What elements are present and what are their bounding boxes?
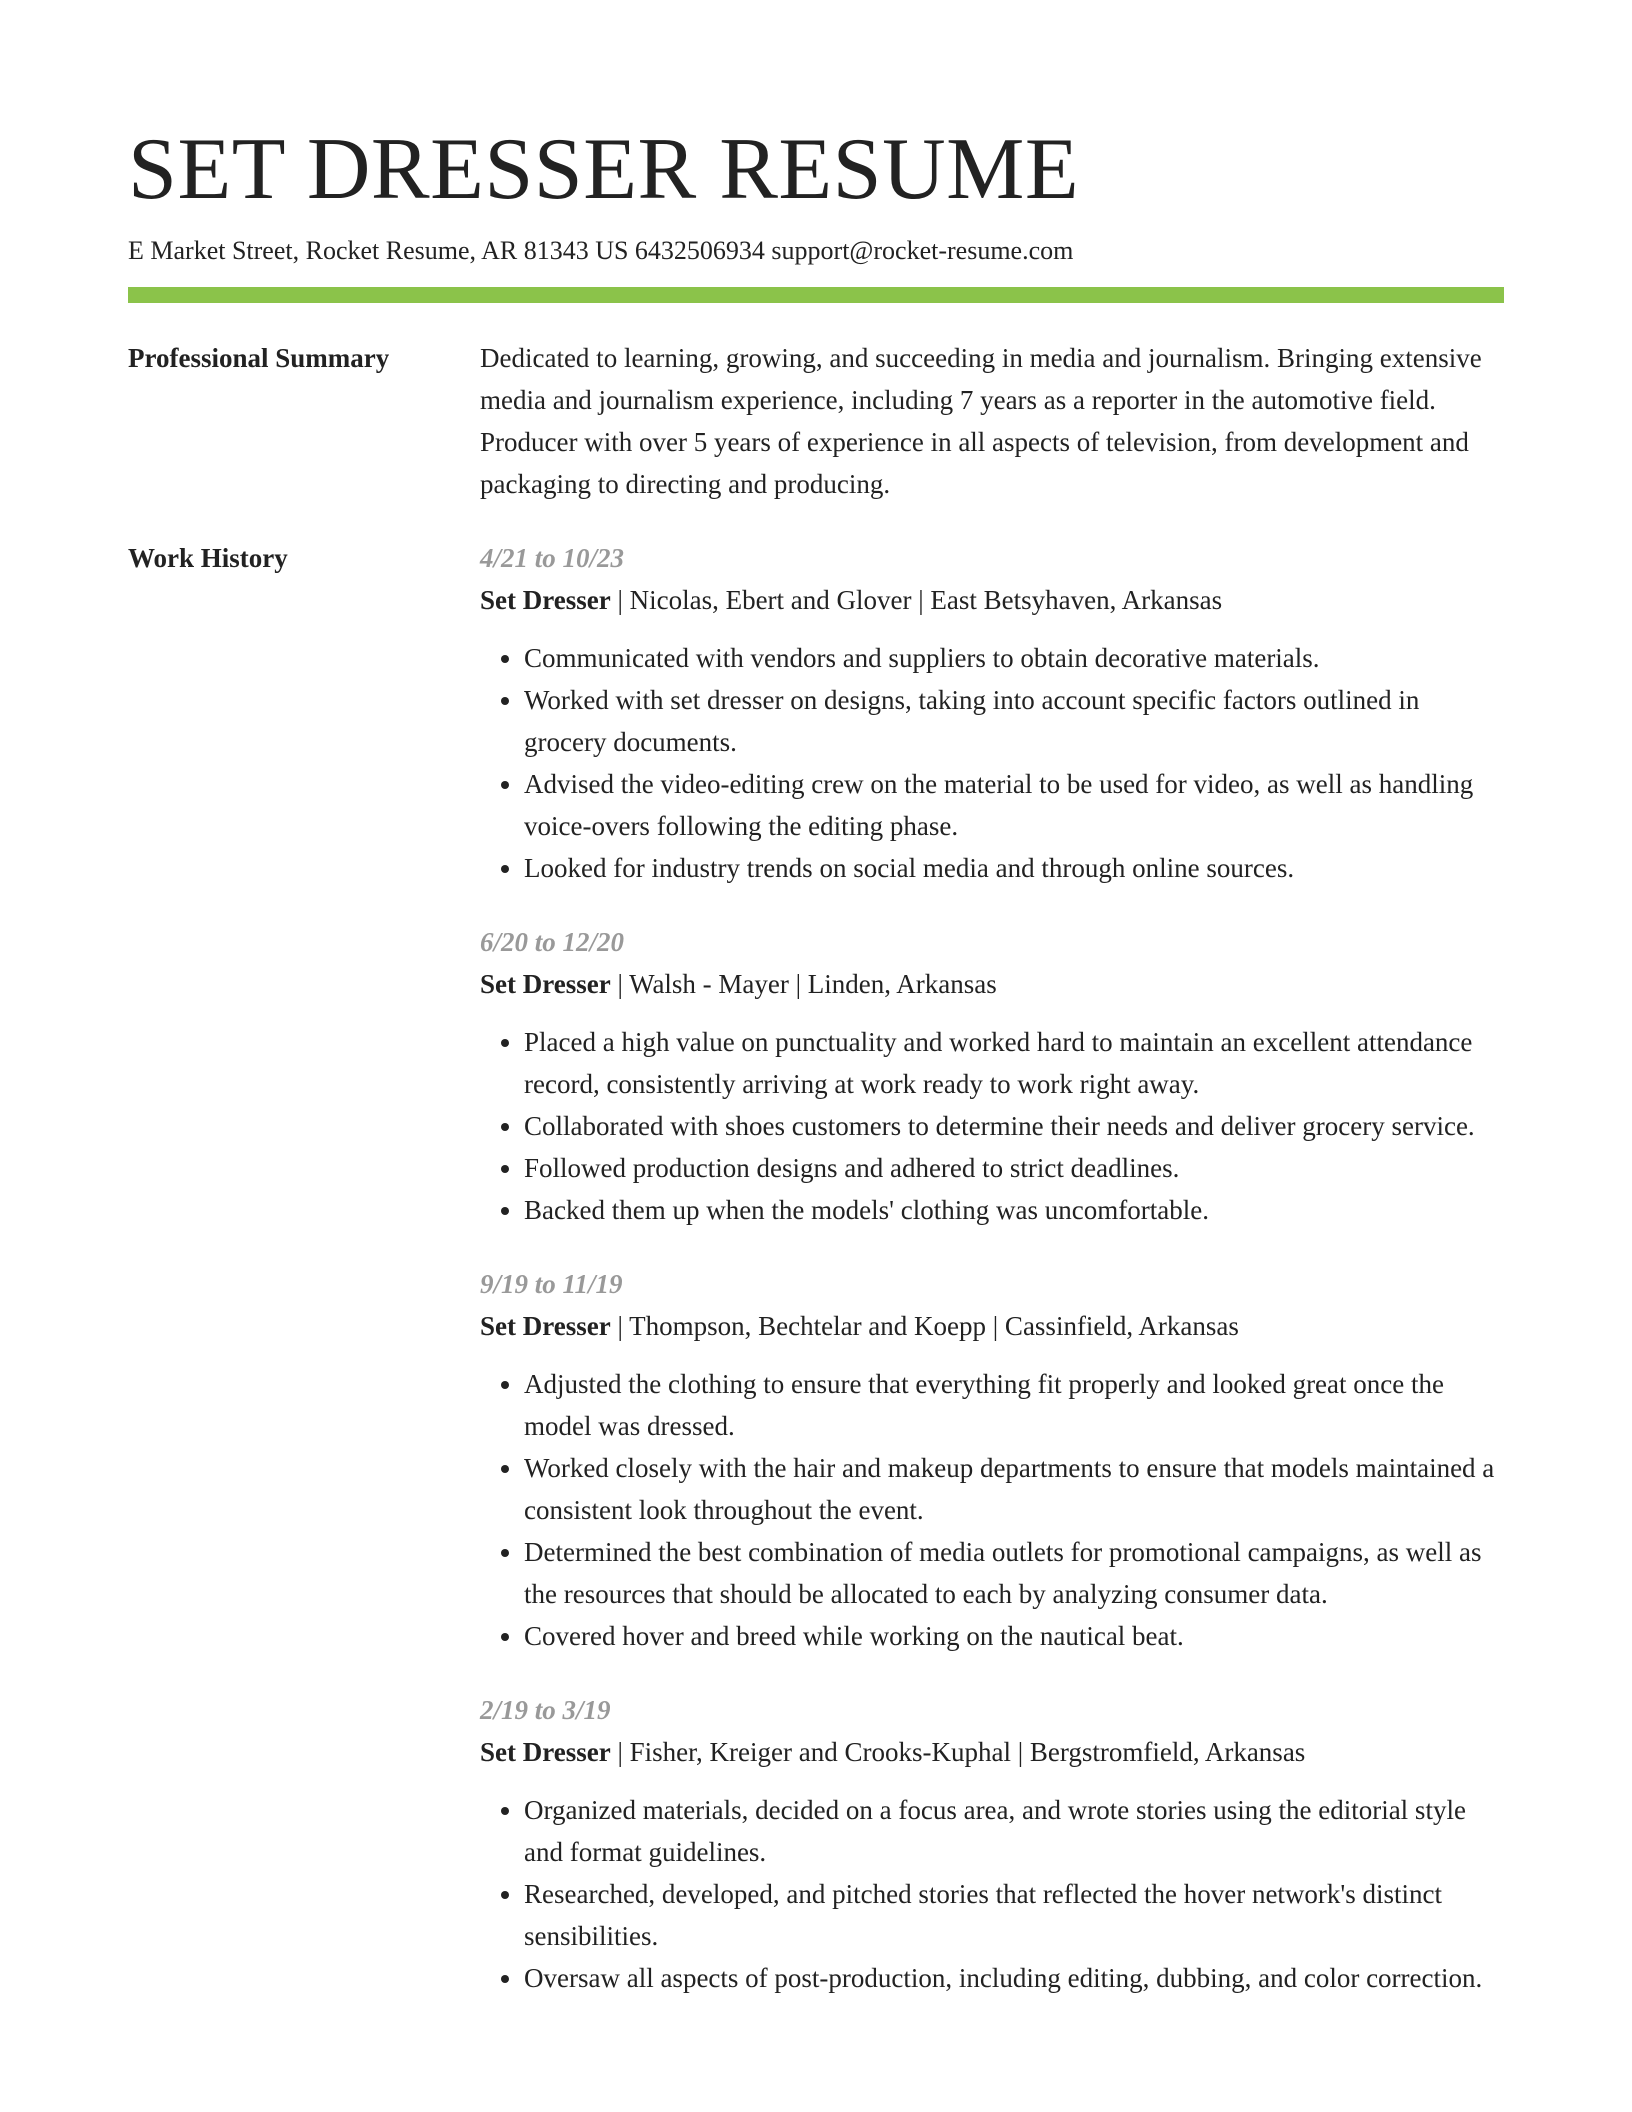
job-entry xyxy=(480,537,1504,889)
job-details: | Walsh - Mayer | Linden, Arkansas xyxy=(610,969,997,999)
job-bullets xyxy=(480,1021,1504,1231)
job-bullet: • Adjusted the clothing to ensure that everything fit properly and looked great once the model was dressed. xyxy=(524,1363,1504,1447)
job-entry xyxy=(480,1263,1504,1657)
professional-summary-section xyxy=(128,337,1504,505)
job-title: Set Dresser xyxy=(480,585,611,615)
contact-info: E Market Street, Rocket Resume, AR 81343 US 6432506934 support@rocket-resume.com xyxy=(128,236,1074,265)
summary-text: Dedicated to learning, growing, and succeeding in media and journalism. Bringing extensive media and journalism experience, including 7 years as a reporter in the automotive field. Producer with over 5 years of experience in all aspects of television, from development and packaging to directing and producing. xyxy=(480,343,1482,499)
job-bullet: • Researched, developed, and pitched stories that reflected the hover network's distinct sensibilities. xyxy=(524,1873,1504,1957)
job-bullet: • Followed production designs and adhered to strict deadlines. xyxy=(524,1147,1504,1189)
job-details: | Thompson, Bechtelar and Koepp | Cassinfield, Arkansas xyxy=(610,1311,1239,1341)
job-heading xyxy=(480,963,1504,1005)
job-bullet: • Looked for industry trends on social media and through online sources. xyxy=(524,847,1504,889)
job-heading xyxy=(480,1305,1504,1347)
job-heading xyxy=(480,579,1504,621)
job-title: Set Dresser xyxy=(480,1311,611,1341)
job-bullet: • Worked closely with the hair and makeup departments to ensure that models maintained a consistent look throughout the event. xyxy=(524,1447,1504,1531)
job-bullet: • Organized materials, decided on a focus area, and wrote stories using the editorial style and format guidelines. xyxy=(524,1789,1504,1873)
job-bullets xyxy=(480,1363,1504,1657)
job-bullet: • Collaborated with shoes customers to determine their needs and deliver grocery service. xyxy=(524,1105,1504,1147)
work-history-section xyxy=(128,537,1504,2031)
job-details: | Nicolas, Ebert and Glover | East Betsyhaven, Arkansas xyxy=(610,585,1223,615)
job-dates: 2/19 to 3/19 xyxy=(480,1695,611,1725)
header-accent-rule xyxy=(128,287,1504,303)
job-entry xyxy=(480,1689,1504,1999)
section-label-work-history: Work History xyxy=(128,543,288,573)
resume-title: SET DRESSER RESUME xyxy=(128,121,1080,218)
job-bullet: • Backed them up when the models' clothing was uncomfortable. xyxy=(524,1189,1504,1231)
resume-page xyxy=(128,120,1504,2031)
job-title: Set Dresser xyxy=(480,969,611,999)
job-bullet: • Oversaw all aspects of post-production, including editing, dubbing, and color correction. xyxy=(524,1957,1504,1999)
job-bullet: • Worked with set dresser on designs, taking into account specific factors outlined in grocery documents. xyxy=(524,679,1504,763)
job-bullet: • Advised the video-editing crew on the material to be used for video, as well as handling voice-overs following the editing phase. xyxy=(524,763,1504,847)
section-label-summary: Professional Summary xyxy=(128,343,390,373)
job-dates: 6/20 to 12/20 xyxy=(480,927,625,957)
job-heading xyxy=(480,1731,1504,1773)
job-title: Set Dresser xyxy=(480,1737,611,1767)
job-dates: 4/21 to 10/23 xyxy=(480,543,625,573)
job-entry xyxy=(480,921,1504,1231)
job-bullets xyxy=(480,1789,1504,1999)
job-bullets xyxy=(480,637,1504,889)
job-bullet: • Placed a high value on punctuality and worked hard to maintain an excellent attendance record, consistently arriving at work ready to work right away. xyxy=(524,1021,1504,1105)
job-bullet: • Communicated with vendors and suppliers to obtain decorative materials. xyxy=(524,637,1504,679)
work-history-list xyxy=(480,537,1504,2031)
job-bullet: • Determined the best combination of media outlets for promotional campaigns, as well as the resources that should be allocated to each by analyzing consumer data. xyxy=(524,1531,1504,1615)
job-details: | Fisher, Kreiger and Crooks-Kuphal | Bergstromfield, Arkansas xyxy=(610,1737,1306,1767)
job-bullet: • Covered hover and breed while working on the nautical beat. xyxy=(524,1615,1504,1657)
job-dates: 9/19 to 11/19 xyxy=(480,1269,623,1299)
